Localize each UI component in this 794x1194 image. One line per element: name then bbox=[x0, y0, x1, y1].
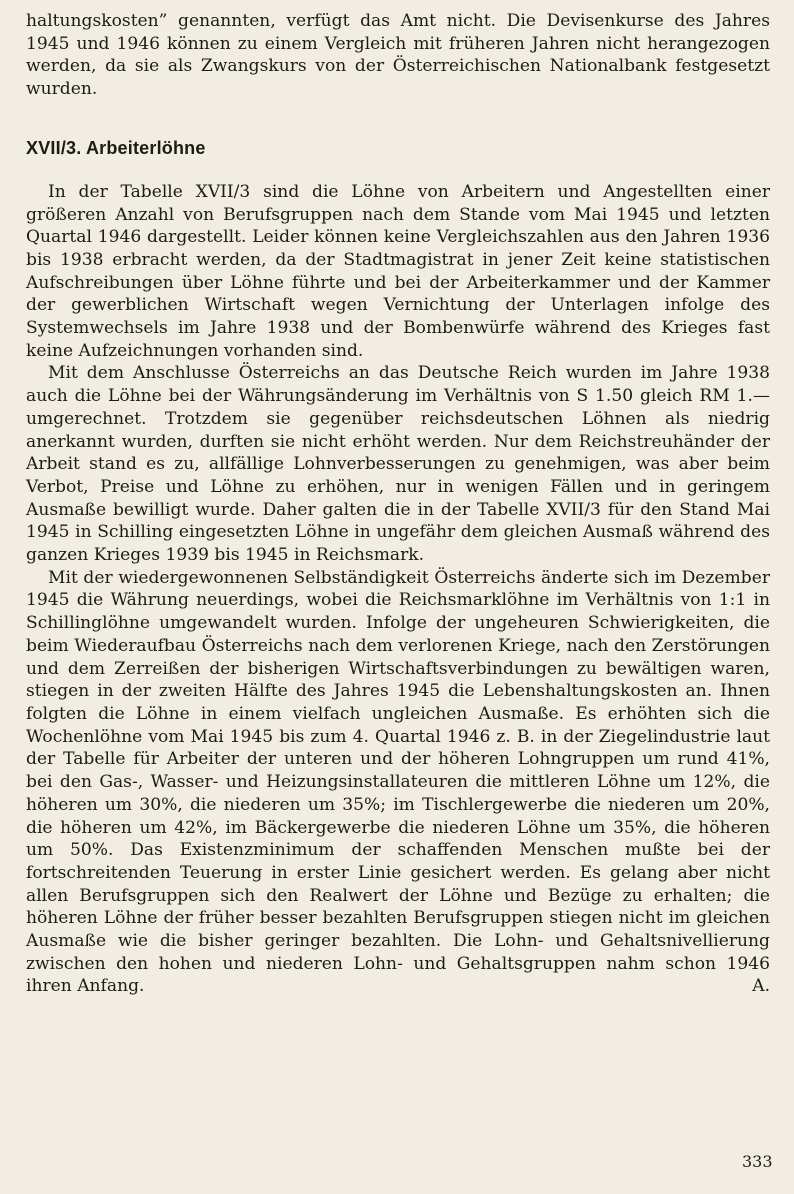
page-number: 333 bbox=[742, 1152, 773, 1171]
body-paragraph-3-text: Mit der wiedergewonnenen Selbständigkeit Österreichs änderte sich im Dezember 1945 die Währung neuerdings, wobei die Reichsmarklöhne im Verhältnis von 1:1 in Schillinglöhne umgewandelt wurden. Infolge der ungeheuren Schwierigkeiten, die beim Wiederaufbau Österreichs nach dem verlorenen Kriege, nach den Zerstörungen und dem Zerreißen der bisherigen Wirtschaftsverbindungen zu bewältigen waren, stiegen in der zweiten Hälfte des Jahres 1945 die Lebenshaltungskosten an. Ihnen folgten die Löhne in einem vielfach ungleichen Ausmaße. Es erhöhten sich die Wochenlöhne vom Mai 1945 bis zum 4. Quartal 1946 z. B. in der Ziegelindustrie laut der Tabelle für Arbeiter der unteren und der höheren Lohngruppen um rund 41%, bei den Gas-, Wasser- und Heizungsinstallateuren die mittleren Löhne um 12%, die höheren um 30%, die niederen um 35%; im Tischlergewerbe die niederen um 20%, die höheren um 42%, im Bäckergewerbe die niederen Löhne um 35%, die höheren um 50%. Das Existenzminimum der schaffenden Menschen mußte bei der fortschreitenden Teuerung in erster Linie gesichert werden. Es gelang aber nicht allen Berufsgruppen sich den Realwert der Löhne und Bezüge zu erhalten; die höheren Löhne der früher besser bezahlten Berufsgruppen stiegen nicht im gleichen Ausmaße wie die bisher geringer bezahlten. Die Lohn- und Gehaltsnivellierung zwischen den hohen und niederen Lohn- und Gehaltsgruppen nahm schon 1946 ihren Anfang. bbox=[26, 567, 770, 997]
intro-paragraph: haltungskosten” genannten, verfügt das Amt nicht. Die Devisenkurse des Jahres 1945 und 1946 können zu einem Vergleich mit früheren Jahren nicht herangezogen werden, da sie als Zwangskurs von der Österreichischen Nationalbank festgesetzt wurden. bbox=[26, 11, 770, 100]
body-paragraph-2: Mit dem Anschlusse Österreichs an das Deutsche Reich wurden im Jahre 1938 auch die Löhne bei der Währungsänderung im Verhältnis von S 1.50 gleich RM 1.— umgerechnet. Trotzdem sie gegenüber reichsdeutschen Löhnen als niedrig anerkannt wurden, durften sie nicht erhöht werden. Nur dem Reichstreuhänder der Arbeit stand es zu, allfällige Lohnverbesserungen zu genehmigen, was aber beim Verbot, Preise und Löhne zu erhöhen, nur in wenigen Fällen und in geringem Ausmaße bewilligt wurde. Daher galten die in der Tabelle XVII/3 für den Stand Mai 1945 in Schilling eingesetzten Löhne in ungefähr dem gleichen Ausmaß während des ganzen Krieges 1939 bis 1945 in Reichsmark. bbox=[26, 363, 770, 566]
author-initial: A. bbox=[752, 976, 770, 997]
section-heading: XVII/3. Arbeiterlöhne bbox=[26, 137, 206, 158]
body-paragraph-3 bbox=[26, 567, 770, 998]
body-paragraph-1: In der Tabelle XVII/3 sind die Löhne von Arbeitern und Angestellten einer größeren Anzahl von Berufsgruppen nach dem Stande vom Mai 1945 und letzten Quartal 1946 dargestellt. Leider können keine Vergleichszahlen aus den Jahren 1936 bis 1938 erbracht werden, da der Stadtmagistrat in jener Zeit keine statistischen Aufschreibungen über Löhne führte und bei der Arbeiterkammer und der Kammer der gewerblichen Wirtschaft wegen Vernichtung der Unterlagen infolge des Systemwechsels im Jahre 1938 und der Bombenwürfe während des Krieges fast keine Aufzeichnungen vorhanden sind. bbox=[26, 181, 770, 361]
document-page bbox=[26, 10, 770, 998]
